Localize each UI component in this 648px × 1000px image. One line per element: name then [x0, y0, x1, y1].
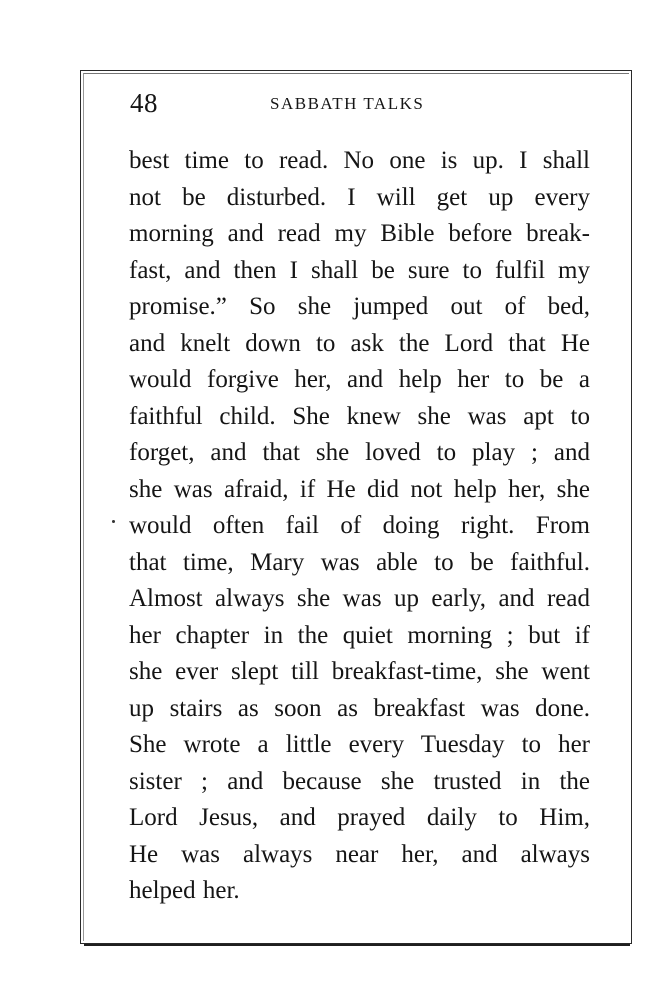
text-line-last: helped her. — [129, 877, 240, 904]
text-line: she was afraid, if He did not help her, she — [129, 475, 590, 503]
text-line: She wrote a little every Tuesday to her — [129, 731, 590, 758]
text-line: would often fail of doing right. From — [129, 512, 590, 539]
text-line: her chapter in the quiet morning ; but if — [129, 621, 590, 649]
text-line: and knelt down to ask the Lord that He — [129, 329, 590, 357]
text-line: not be disturbed. I will get up every — [129, 183, 590, 211]
text-line: Lord Jesus, and prayed daily to Him, — [129, 804, 590, 831]
margin-mark — [112, 520, 115, 523]
text-line: He was always near her, and always — [129, 840, 590, 868]
text-line: fast, and then I shall be sure to fulfil my — [129, 256, 590, 284]
text-line: faithful child. She knew she was apt to — [129, 402, 590, 430]
text-line: promise.” So she jumped out of bed, — [129, 293, 590, 320]
text-line: she ever slept till breakfast-time, she went — [129, 658, 590, 685]
text-line: morning and read my Bible before break- — [129, 220, 590, 247]
text-line: sister ; and because she trusted in the — [129, 767, 590, 795]
bottom-rule — [84, 941, 630, 946]
text-line: forget, and that she loved to play ; and — [129, 439, 590, 466]
text-line: would forgive her, and help her to be a — [129, 366, 590, 393]
page-number: 48 — [130, 88, 158, 118]
body-text — [129, 143, 590, 910]
text-line: up stairs as soon as breakfast was done. — [129, 694, 590, 722]
text-line: Almost always she was up early, and read — [129, 585, 590, 612]
running-head: SABBATH TALKS — [270, 94, 425, 113]
text-line: that time, Mary was able to be faithful. — [129, 548, 590, 576]
text-line: best time to read. No one is up. I shall — [129, 147, 590, 174]
